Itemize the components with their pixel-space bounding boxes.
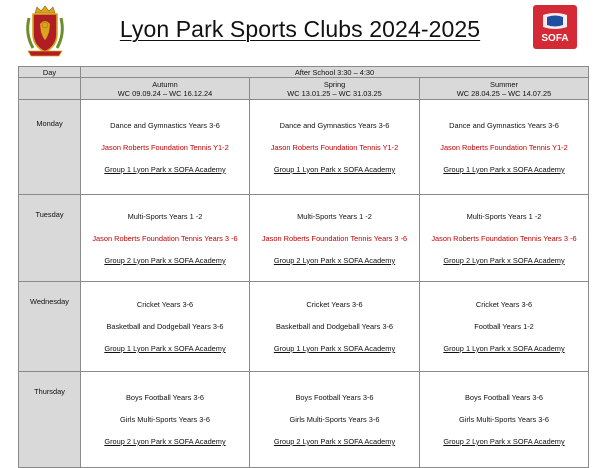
activity: Jason Roberts Foundation Tennis Years 3 -6: [261, 233, 408, 243]
activity: Basketball and Dodgeball Years 3-6: [275, 322, 394, 331]
table-row: [19, 195, 589, 282]
term-name: Summer: [490, 79, 518, 89]
activity: Group 1 Lyon Park x SOFA Academy: [104, 344, 226, 353]
activity: Dance and Gymnastics Years 3-6: [449, 120, 559, 130]
sofa-academy-logo: [533, 5, 577, 49]
activity: Dance and Gymnastics Years 3-6: [110, 120, 220, 130]
activity: Group 1 Lyon Park x SOFA Academy: [273, 344, 396, 353]
activity: Boys Football Years 3-6: [464, 393, 544, 402]
activity: Group 1 Lyon Park x SOFA Academy: [273, 164, 396, 174]
activity: Girls Multi-Sports Years 3-6: [459, 415, 549, 424]
activity: Girls Multi-Sports Years 3-6: [120, 415, 210, 424]
activity: Jason Roberts Foundation Tennis Y1-2: [440, 142, 568, 152]
term-dates: WC 09.09.24 – WC 16.12.24: [117, 88, 213, 98]
term-dates: WC 13.01.25 – WC 31.03.25: [287, 88, 382, 98]
activity: Dance and Gymnastics Years 3-6: [279, 120, 390, 130]
day-cell: Thursday: [19, 372, 81, 468]
activity: Jason Roberts Foundation Tennis Years 3 -6: [92, 233, 238, 243]
activity-cell: [420, 195, 589, 282]
activity-cell: [250, 372, 420, 468]
activity: Group 1 Lyon Park x SOFA Academy: [443, 164, 565, 174]
activity: Group 1 Lyon Park x SOFA Academy: [443, 344, 565, 353]
term-header-summer: [420, 78, 589, 100]
activity: Group 2 Lyon Park x SOFA Academy: [104, 255, 226, 265]
activity-cell: [250, 282, 420, 372]
activity: Cricket Years 3-6: [136, 300, 194, 309]
day-cell: Monday: [19, 100, 81, 195]
activity: Group 2 Lyon Park x SOFA Academy: [273, 437, 396, 446]
day-header: Day: [19, 67, 81, 78]
activity: Boys Football Years 3-6: [295, 393, 374, 402]
activity: Group 1 Lyon Park x SOFA Academy: [104, 164, 226, 174]
activity: Girls Multi-Sports Years 3-6: [289, 415, 380, 424]
activity-cell: [420, 372, 589, 468]
day-cell: Tuesday: [19, 195, 81, 282]
activity-cell: [81, 282, 250, 372]
page-title: Lyon Park Sports Clubs 2024-2025: [119, 16, 481, 42]
table-row: [19, 282, 589, 372]
activity: Cricket Years 3-6: [475, 300, 533, 309]
term-name: Spring: [323, 79, 346, 89]
activity: Multi-Sports Years 1 -2: [466, 211, 542, 221]
activity: Group 2 Lyon Park x SOFA Academy: [443, 437, 565, 446]
activity: Jason Roberts Foundation Tennis Y1-2: [101, 142, 229, 152]
activity: Multi-Sports Years 1 -2: [297, 211, 372, 221]
activity: Group 2 Lyon Park x SOFA Academy: [104, 437, 226, 446]
sports-clubs-timetable: [18, 66, 589, 468]
activity: Multi-Sports Years 1 -2: [127, 211, 203, 221]
term-dates: WC 28.04.25 – WC 14.07.25: [456, 88, 552, 98]
day-header-spacer: [19, 78, 81, 100]
activity-cell: [250, 100, 420, 195]
table-row: [19, 100, 589, 195]
term-header-autumn: [81, 78, 250, 100]
activity: Jason Roberts Foundation Tennis Years 3 -6: [431, 233, 577, 243]
term-name: Autumn: [152, 79, 178, 89]
activity-cell: [420, 282, 589, 372]
activity-cell: [81, 195, 250, 282]
activity: Group 2 Lyon Park x SOFA Academy: [273, 255, 396, 265]
table-row: [19, 372, 589, 468]
activity-cell: [420, 100, 589, 195]
term-header-spring: [250, 78, 420, 100]
activity: Group 2 Lyon Park x SOFA Academy: [443, 255, 565, 265]
activity: Cricket Years 3-6: [306, 300, 363, 309]
after-school-header: After School 3:30 – 4:30: [81, 67, 589, 78]
activity-cell: [250, 195, 420, 282]
activity-cell: [81, 372, 250, 468]
activity: Jason Roberts Foundation Tennis Y1-2: [270, 142, 399, 152]
activity-cell: [81, 100, 250, 195]
activity: Football Years 1-2: [474, 322, 534, 331]
day-cell: Wednesday: [19, 282, 81, 372]
sofa-logo-text: SOFA: [541, 33, 569, 44]
activity: Basketball and Dodgeball Years 3-6: [106, 322, 224, 331]
activity: Boys Football Years 3-6: [125, 393, 205, 402]
